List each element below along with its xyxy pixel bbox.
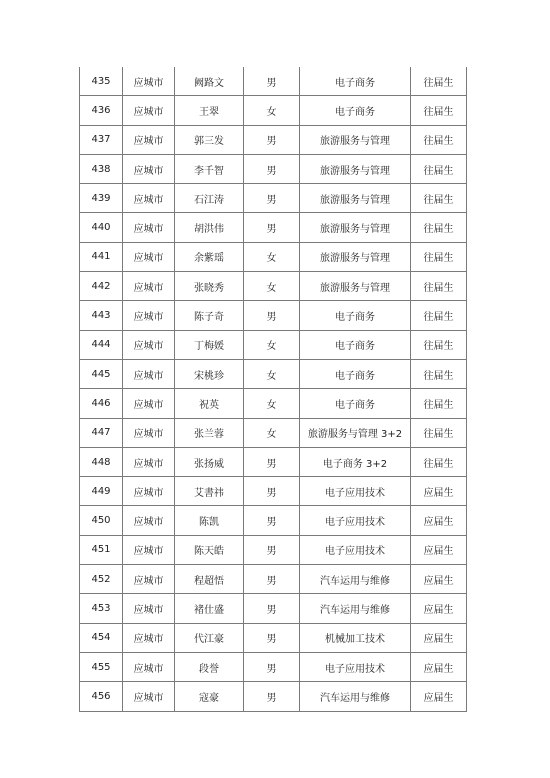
graduate-type-cell: 往届生	[411, 184, 467, 213]
city-cell: 应城市	[123, 506, 175, 535]
graduate-type-cell: 往届生	[411, 301, 467, 330]
graduate-type-cell: 应届生	[411, 477, 467, 506]
graduate-type-cell: 往届生	[411, 418, 467, 447]
row-number-cell: 454	[80, 623, 123, 652]
row-number-cell: 445	[80, 359, 123, 388]
graduate-type-cell: 应届生	[411, 535, 467, 564]
gender-cell: 男	[244, 565, 300, 594]
table-row	[80, 301, 467, 330]
name-cell: 褚仕盛	[175, 594, 244, 623]
gender-cell: 男	[244, 535, 300, 564]
gender-cell: 男	[244, 184, 300, 213]
name-cell: 艾書祎	[175, 477, 244, 506]
graduate-type-cell: 应届生	[411, 565, 467, 594]
table-row	[80, 418, 467, 447]
city-cell: 应城市	[123, 213, 175, 242]
graduate-type-cell: 应届生	[411, 623, 467, 652]
graduate-type-cell: 往届生	[411, 272, 467, 301]
city-cell: 应城市	[123, 242, 175, 271]
city-cell: 应城市	[123, 154, 175, 183]
city-cell: 应城市	[123, 359, 175, 388]
gender-cell: 男	[244, 301, 300, 330]
major-cell: 电子商务	[300, 359, 411, 388]
graduate-type-cell: 往届生	[411, 96, 467, 125]
name-cell: 李千智	[175, 154, 244, 183]
city-cell: 应城市	[123, 184, 175, 213]
row-number-cell: 447	[80, 418, 123, 447]
name-cell: 寇豪	[175, 682, 244, 711]
name-cell: 张兰蓉	[175, 418, 244, 447]
gender-cell: 男	[244, 506, 300, 535]
row-number-cell: 442	[80, 272, 123, 301]
city-cell: 应城市	[123, 330, 175, 359]
graduate-type-cell: 应届生	[411, 506, 467, 535]
name-cell: 段誉	[175, 652, 244, 681]
table-row	[80, 565, 467, 594]
row-number-cell: 436	[80, 96, 123, 125]
table-row	[80, 652, 467, 681]
graduate-type-cell: 应届生	[411, 652, 467, 681]
graduate-type-cell: 往届生	[411, 330, 467, 359]
name-cell: 宋桃珍	[175, 359, 244, 388]
graduate-type-cell: 往届生	[411, 359, 467, 388]
major-cell: 电子商务	[300, 67, 411, 96]
row-number-cell: 446	[80, 389, 123, 418]
city-cell: 应城市	[123, 477, 175, 506]
row-number-cell: 455	[80, 652, 123, 681]
name-cell: 王翠	[175, 96, 244, 125]
table-row	[80, 359, 467, 388]
student-table	[79, 67, 467, 712]
major-cell: 旅游服务与管理	[300, 184, 411, 213]
row-number-cell: 444	[80, 330, 123, 359]
gender-cell: 男	[244, 125, 300, 154]
major-cell: 汽车运用与维修	[300, 565, 411, 594]
city-cell: 应城市	[123, 301, 175, 330]
gender-cell: 男	[244, 594, 300, 623]
gender-cell: 男	[244, 67, 300, 96]
table-body	[80, 67, 467, 711]
gender-cell: 女	[244, 272, 300, 301]
row-number-cell: 441	[80, 242, 123, 271]
name-cell: 丁梅媛	[175, 330, 244, 359]
name-cell: 陈天皓	[175, 535, 244, 564]
major-cell: 电子商务 3+2	[300, 447, 411, 476]
major-cell: 电子应用技术	[300, 535, 411, 564]
row-number-cell: 452	[80, 565, 123, 594]
row-number-cell: 437	[80, 125, 123, 154]
major-cell: 电子商务	[300, 301, 411, 330]
name-cell: 陈凯	[175, 506, 244, 535]
major-cell: 旅游服务与管理	[300, 154, 411, 183]
major-cell: 电子商务	[300, 389, 411, 418]
name-cell: 代江豪	[175, 623, 244, 652]
gender-cell: 女	[244, 96, 300, 125]
table-row	[80, 330, 467, 359]
graduate-type-cell: 应届生	[411, 594, 467, 623]
graduate-type-cell: 往届生	[411, 154, 467, 183]
gender-cell: 男	[244, 447, 300, 476]
table-row	[80, 67, 467, 96]
gender-cell: 女	[244, 418, 300, 447]
table-row	[80, 477, 467, 506]
table-row	[80, 184, 467, 213]
table-row	[80, 96, 467, 125]
gender-cell: 男	[244, 213, 300, 242]
gender-cell: 男	[244, 154, 300, 183]
city-cell: 应城市	[123, 447, 175, 476]
row-number-cell: 451	[80, 535, 123, 564]
row-number-cell: 453	[80, 594, 123, 623]
graduate-type-cell: 往届生	[411, 67, 467, 96]
gender-cell: 女	[244, 359, 300, 388]
gender-cell: 女	[244, 242, 300, 271]
name-cell: 石江涛	[175, 184, 244, 213]
row-number-cell: 449	[80, 477, 123, 506]
table-row	[80, 125, 467, 154]
major-cell: 机械加工技术	[300, 623, 411, 652]
city-cell: 应城市	[123, 623, 175, 652]
row-number-cell: 443	[80, 301, 123, 330]
major-cell: 电子应用技术	[300, 477, 411, 506]
row-number-cell: 440	[80, 213, 123, 242]
table-row	[80, 389, 467, 418]
name-cell: 张扬威	[175, 447, 244, 476]
city-cell: 应城市	[123, 67, 175, 96]
table-row	[80, 506, 467, 535]
city-cell: 应城市	[123, 652, 175, 681]
table-row	[80, 447, 467, 476]
name-cell: 阙路文	[175, 67, 244, 96]
city-cell: 应城市	[123, 594, 175, 623]
table-row	[80, 272, 467, 301]
graduate-type-cell: 应届生	[411, 682, 467, 711]
city-cell: 应城市	[123, 272, 175, 301]
major-cell: 旅游服务与管理	[300, 125, 411, 154]
name-cell: 陈子奇	[175, 301, 244, 330]
gender-cell: 女	[244, 330, 300, 359]
gender-cell: 男	[244, 652, 300, 681]
city-cell: 应城市	[123, 96, 175, 125]
name-cell: 祝英	[175, 389, 244, 418]
major-cell: 电子商务	[300, 96, 411, 125]
name-cell: 余紫瑶	[175, 242, 244, 271]
graduate-type-cell: 往届生	[411, 125, 467, 154]
table-row	[80, 154, 467, 183]
row-number-cell: 439	[80, 184, 123, 213]
major-cell: 旅游服务与管理	[300, 242, 411, 271]
row-number-cell: 456	[80, 682, 123, 711]
city-cell: 应城市	[123, 389, 175, 418]
city-cell: 应城市	[123, 535, 175, 564]
table-row	[80, 682, 467, 711]
name-cell: 张晓秀	[175, 272, 244, 301]
gender-cell: 男	[244, 623, 300, 652]
gender-cell: 男	[244, 682, 300, 711]
major-cell: 汽车运用与维修	[300, 682, 411, 711]
row-number-cell: 435	[80, 67, 123, 96]
graduate-type-cell: 往届生	[411, 213, 467, 242]
major-cell: 电子商务	[300, 330, 411, 359]
major-cell: 汽车运用与维修	[300, 594, 411, 623]
row-number-cell: 438	[80, 154, 123, 183]
row-number-cell: 448	[80, 447, 123, 476]
gender-cell: 女	[244, 389, 300, 418]
major-cell: 电子应用技术	[300, 652, 411, 681]
table-row	[80, 535, 467, 564]
city-cell: 应城市	[123, 418, 175, 447]
graduate-type-cell: 往届生	[411, 447, 467, 476]
table-row	[80, 213, 467, 242]
graduate-type-cell: 往届生	[411, 242, 467, 271]
table-row	[80, 594, 467, 623]
name-cell: 胡洪伟	[175, 213, 244, 242]
city-cell: 应城市	[123, 125, 175, 154]
city-cell: 应城市	[123, 565, 175, 594]
gender-cell: 男	[244, 477, 300, 506]
name-cell: 郭三发	[175, 125, 244, 154]
major-cell: 旅游服务与管理	[300, 272, 411, 301]
row-number-cell: 450	[80, 506, 123, 535]
major-cell: 电子应用技术	[300, 506, 411, 535]
major-cell: 旅游服务与管理	[300, 213, 411, 242]
table-row	[80, 623, 467, 652]
graduate-type-cell: 往届生	[411, 389, 467, 418]
name-cell: 程超悟	[175, 565, 244, 594]
table-row	[80, 242, 467, 271]
major-cell: 旅游服务与管理 3+2	[300, 418, 411, 447]
city-cell: 应城市	[123, 682, 175, 711]
